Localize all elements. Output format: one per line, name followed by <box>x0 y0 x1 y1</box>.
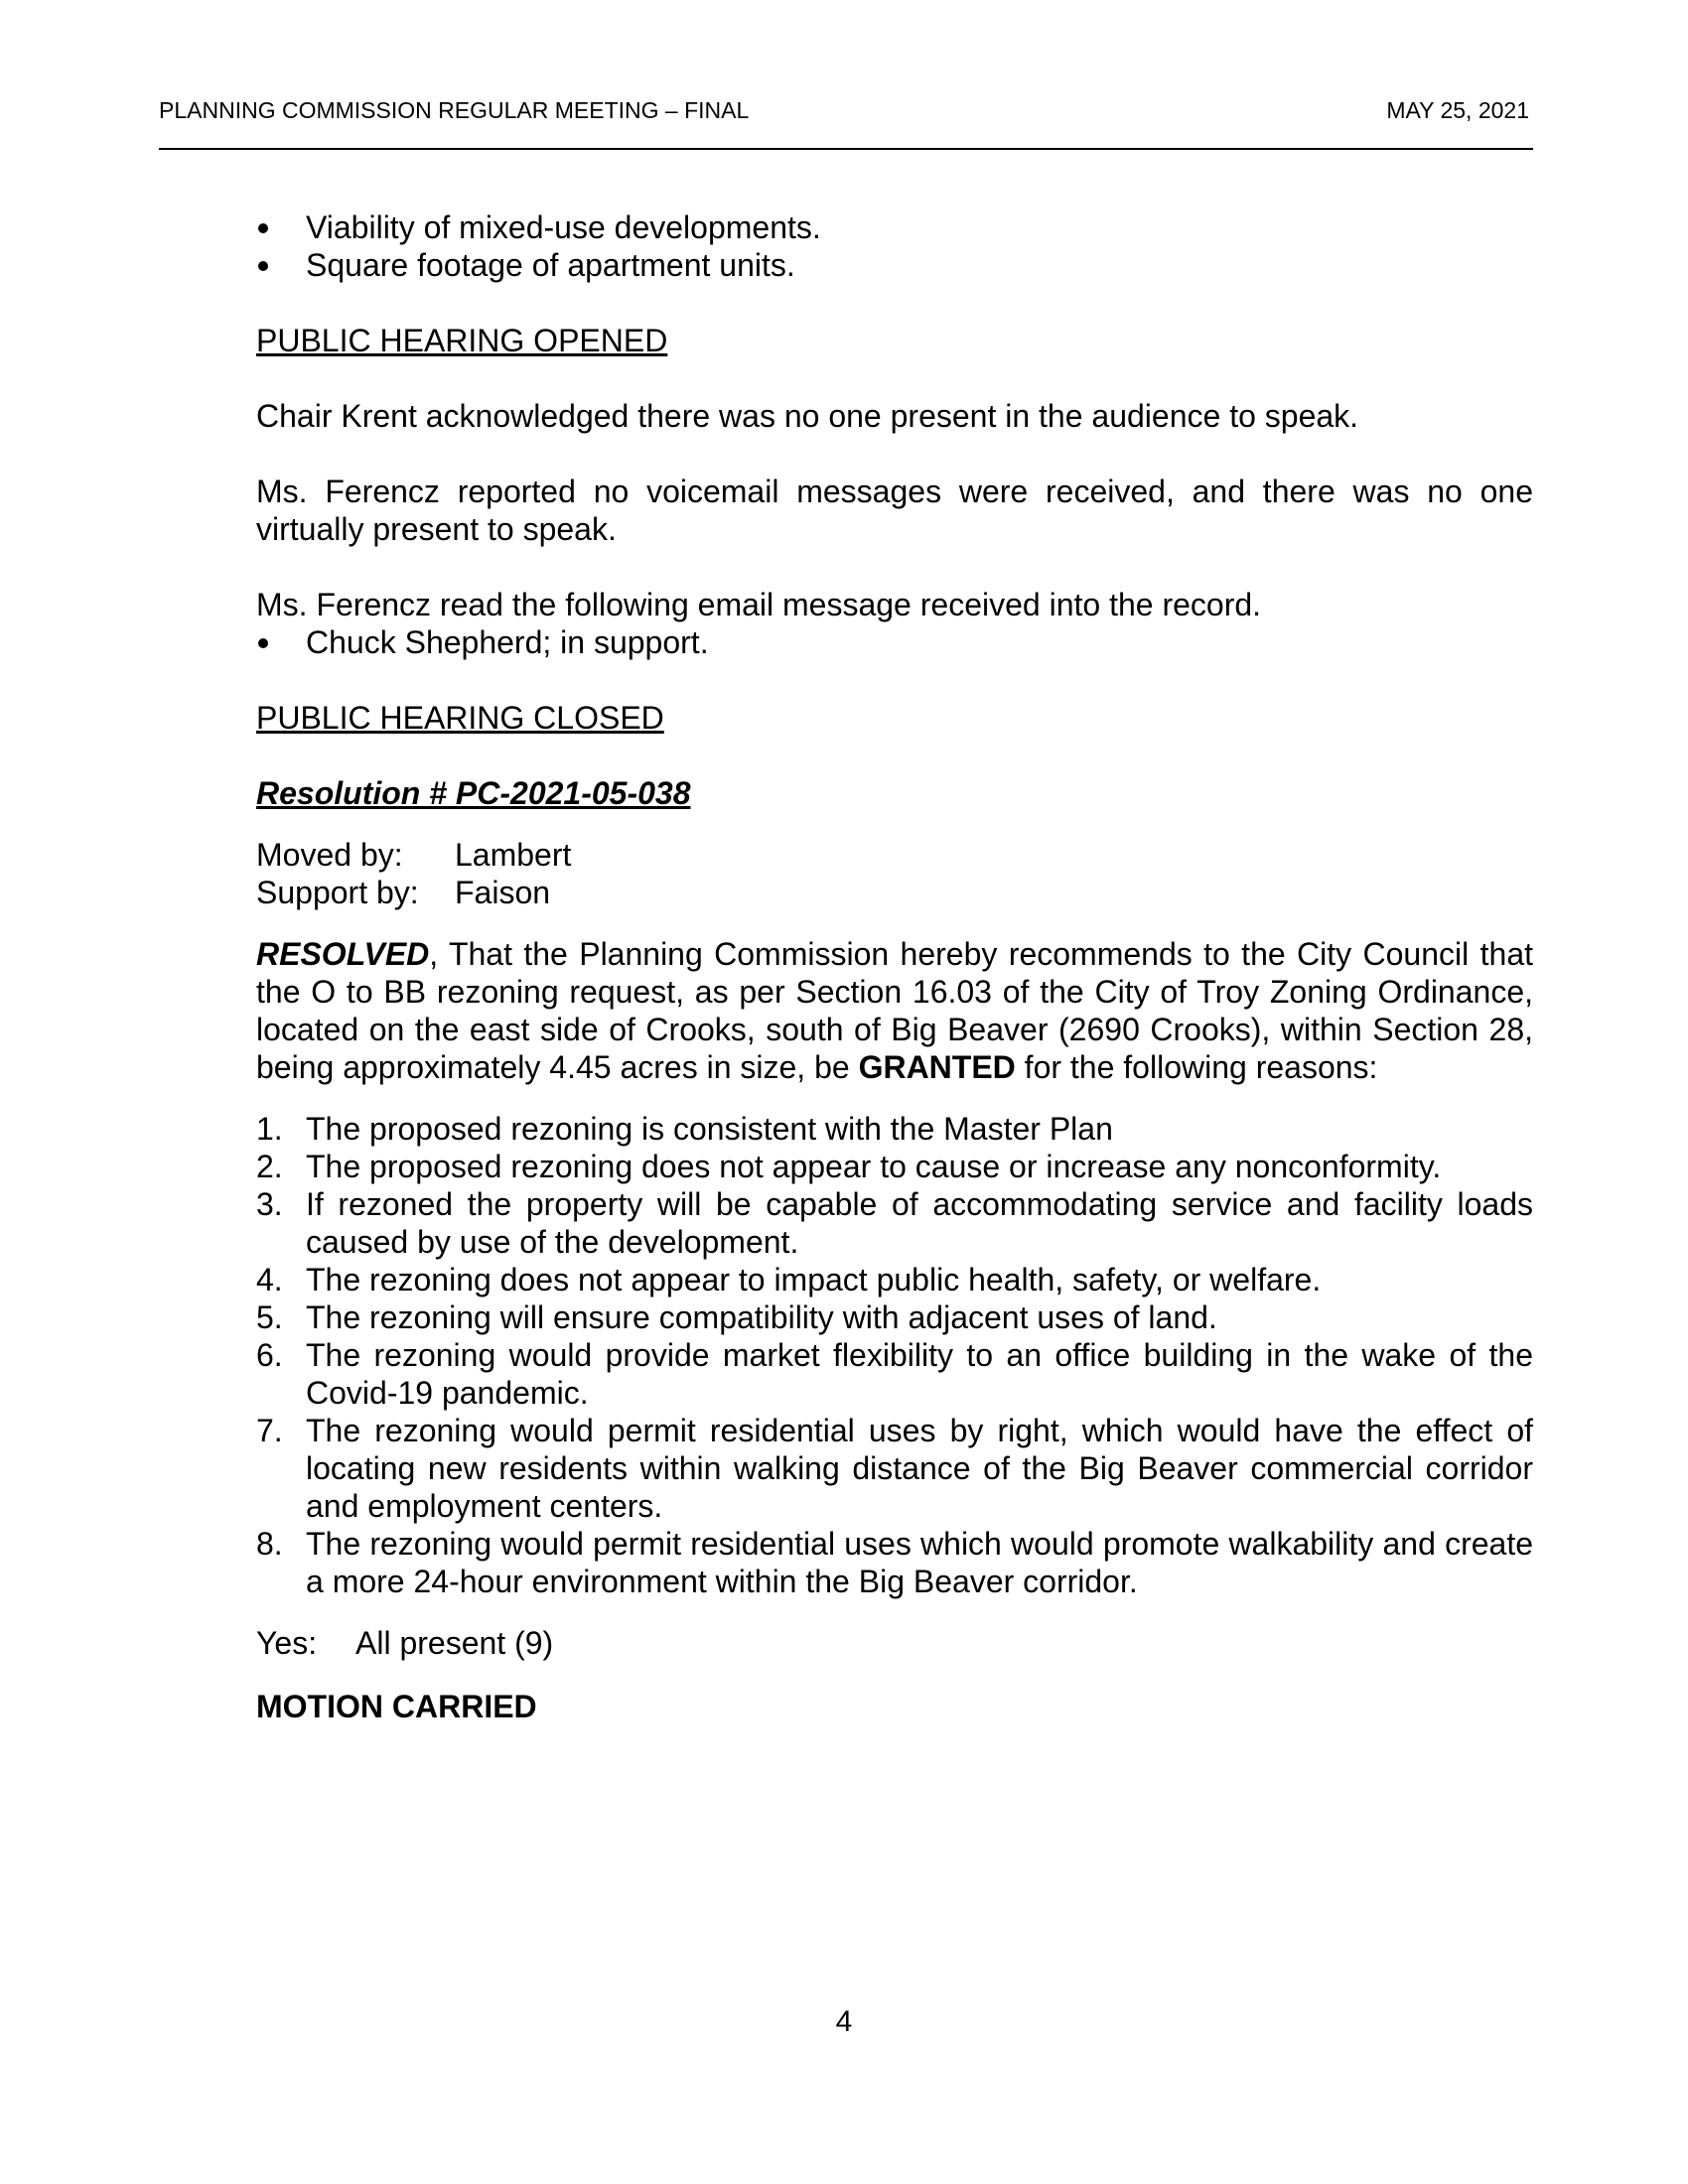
resolution-title: Resolution # PC-2021-05-038 <box>256 775 691 811</box>
reasons-list <box>256 1110 1533 1600</box>
resolution-text <box>256 935 1533 1086</box>
reason-text: The proposed rezoning is consistent with the Master Plan <box>306 1111 1113 1147</box>
page-header <box>159 97 1529 124</box>
hearing-closed-heading: PUBLIC HEARING CLOSED <box>256 700 664 736</box>
list-item: 2. The proposed rezoning does not appear to cause or increase any nonconformity. <box>256 1149 1442 1184</box>
bullet-icon <box>258 223 268 233</box>
bullet-icon <box>258 261 268 271</box>
list-item <box>256 246 1533 284</box>
list-item: 8. The rezoning would permit residential uses which would promote walkability and create a more 24-hour environment within the Big Beaver corridor. <box>256 1526 1533 1599</box>
vote-row <box>256 1624 1533 1662</box>
support-by-value: Faison <box>455 875 551 910</box>
page-number: 4 <box>835 2005 853 2038</box>
resolution-body-a: , That the Planning Commission hereby recommends to the City Council that the O to BB rezoning request, as per Section 16.03 of the City of Troy Zoning Ordinance, located on the east side of Crooks, south of Big Beaver (2690 Crooks), within Section 28, being approximately 4.45 acres in size, be <box>256 936 1533 1085</box>
reason-text: The rezoning does not appear to impact public health, safety, or welfare. <box>306 1262 1322 1297</box>
reason-text: The rezoning would provide market flexibility to an office building in the wake of the Covid-19 pandemic. <box>306 1337 1533 1411</box>
voicemail-statement: Ms. Ferencz reported no voicemail messages were received, and there was no one virtually present to speak. <box>256 474 1533 547</box>
moved-by-label: Moved by: <box>256 837 403 873</box>
header-divider <box>159 148 1533 150</box>
email-list <box>256 623 1533 661</box>
reason-text: The rezoning would permit residential uses by right, which would have the effect of locating new residents within walking distance of the Big Beaver commercial corridor and employment centers. <box>306 1413 1533 1524</box>
reason-text: The rezoning would permit residential uses which would promote walkability and create a more 24-hour environment within the Big Beaver corridor. <box>306 1526 1533 1599</box>
list-item: 5. The rezoning will ensure compatibility with adjacent uses of land. <box>256 1299 1217 1335</box>
moved-by-row <box>256 836 1533 874</box>
email-intro: Ms. Ferencz read the following email message received into the record. <box>256 587 1262 622</box>
granted-word: GRANTED <box>858 1049 1016 1085</box>
header-date: MAY 25, 2021 <box>1386 97 1529 123</box>
list-item: 4. The rezoning does not appear to impact public health, safety, or welfare. <box>256 1262 1322 1297</box>
reason-text: The proposed rezoning does not appear to cause or increase any nonconformity. <box>306 1149 1442 1184</box>
resolution-body-b: for the following reasons: <box>1015 1049 1378 1085</box>
hearing-opened-heading: PUBLIC HEARING OPENED <box>256 323 668 358</box>
motion-result: MOTION CARRIED <box>256 1689 537 1724</box>
chair-statement: Chair Krent acknowledged there was no one present in the audience to speak. <box>256 398 1359 434</box>
reason-text: If rezoned the property will be capable of accommodating service and facility loads caused by use of the development. <box>306 1186 1533 1260</box>
list-item <box>256 208 1533 246</box>
bullet-text: Square footage of apartment units. <box>306 247 795 283</box>
list-item: 6. The rezoning would provide market flexibility to an office building in the wake of the Covid-19 pandemic. <box>256 1337 1533 1411</box>
resolution-movers <box>256 836 1533 911</box>
list-item: 1. The proposed rezoning is consistent with the Master Plan <box>256 1111 1113 1147</box>
support-by-row <box>256 874 1533 911</box>
bullet-icon <box>258 638 268 648</box>
vote-label: Yes: <box>256 1625 318 1661</box>
document-body <box>256 208 1533 1725</box>
header-title: PLANNING COMMISSION REGULAR MEETING – FINAL <box>159 97 750 123</box>
list-item: 7. The rezoning would permit residential uses by right, which would have the effect of locating new residents within walking distance of the Big Beaver commercial corridor and employment centers. <box>256 1413 1533 1524</box>
resolved-word: RESOLVED <box>256 936 430 972</box>
bullet-text: Viability of mixed-use developments. <box>306 209 821 245</box>
list-item: 3. If rezoned the property will be capable of accommodating service and facility loads caused by use of the development. <box>256 1186 1533 1260</box>
list-item <box>256 623 1533 661</box>
reason-text: The rezoning will ensure compatibility with adjacent uses of land. <box>306 1299 1217 1335</box>
moved-by-value: Lambert <box>455 837 572 873</box>
bullet-text: Chuck Shepherd; in support. <box>306 624 709 660</box>
vote-value: All present (9) <box>355 1625 554 1661</box>
discussion-list <box>256 208 1533 284</box>
support-by-label: Support by: <box>256 875 419 910</box>
